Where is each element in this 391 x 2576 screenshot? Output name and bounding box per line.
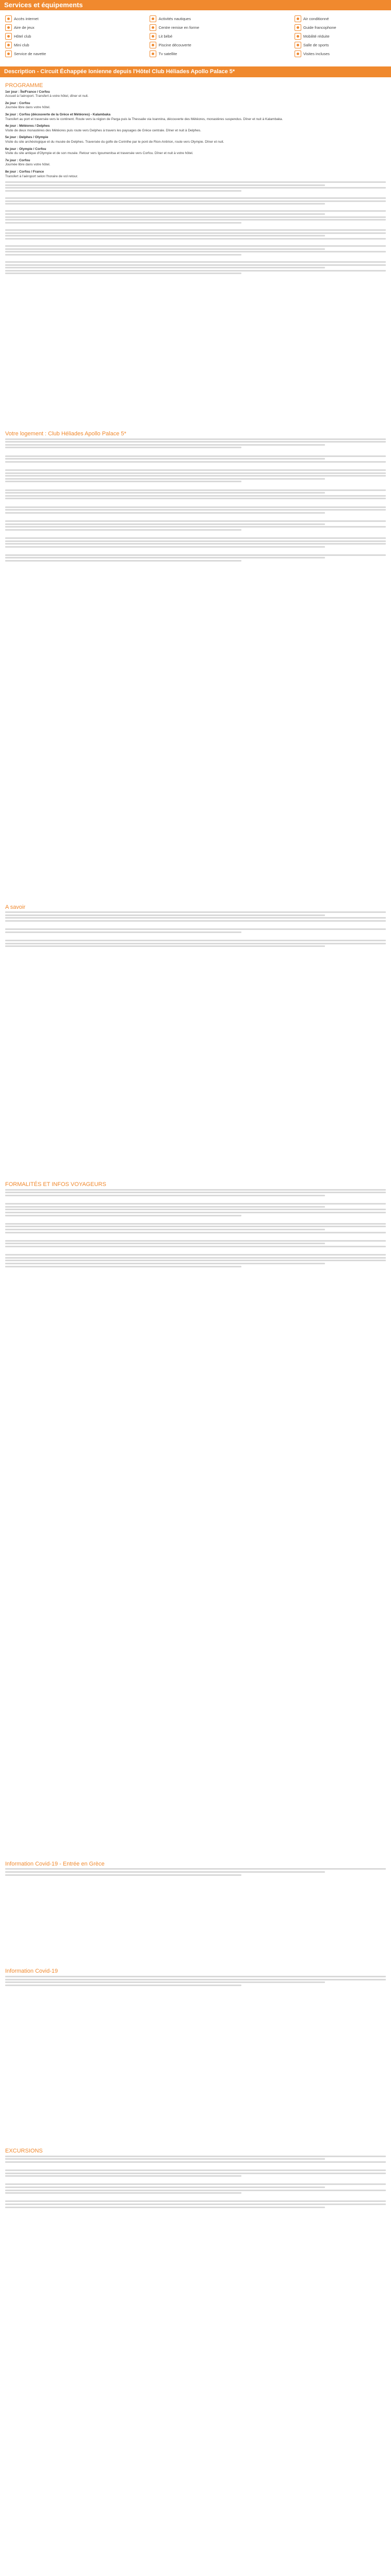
excursions-title: EXCURSIONS (5, 2148, 43, 2155)
service-nautic: Activités nautiques (150, 15, 241, 22)
bus-icon (5, 50, 12, 57)
service-miniclub: Mini club (5, 42, 96, 48)
services-row (5, 15, 386, 22)
programme-day: 7e jour : Corfou Journée libre dans votre hôtel. (5, 158, 51, 167)
tv-icon (150, 50, 156, 57)
wifi-icon (5, 15, 12, 22)
formalites-text (5, 1189, 386, 1859)
camera-icon (295, 50, 301, 57)
programme-day: 2e jour : Corfou Journée libre dans votre hôtel. (5, 101, 51, 110)
service-crib: Lit bébé (150, 33, 241, 40)
dumbbell-icon (295, 42, 301, 48)
programme-day: 3e jour : Corfou (découverte de la Grèce et Météores) - Kalambaka Transfert au port et traversée vers le continent. Route vers la région de Parga puis la Thessalie via Ioannina, découverte des Météores, monastères suspendus. Dîner et nuit à Kalambaka. (5, 112, 283, 121)
guide-icon (295, 24, 301, 31)
services-row (5, 24, 386, 31)
services-title: Services et équipements (0, 0, 391, 10)
hotel-icon (5, 33, 12, 40)
programme-day: 5e jour : Delphes / Olympie Visite du site archéologique et du musée de Delphes. Traversée du golfe de Corinthe par le pont de Rion-Antirion, route vers Olympie. Dîner et nuit. (5, 135, 224, 144)
service-pool: Piscine découverte (150, 42, 241, 48)
covid-entry-text (5, 1868, 386, 1966)
hotel-text (5, 438, 386, 902)
service-fitness: Centre remise en forme (150, 24, 241, 31)
fitness-icon (150, 24, 156, 31)
programme-day: 8e jour : Corfou / France Transfert à l'aéroport selon l'horaire de vol retour. (5, 170, 78, 178)
service-playground: Aire de jeux (5, 24, 96, 31)
pool-icon (150, 42, 156, 48)
programme-day: 1er jour : Île/France / Corfou Accueil à l'aéroport. Transfert à votre hôtel, dîner et nuit. (5, 90, 89, 98)
covid-entry-title: Information Covid-19 - Entrée en Grèce (5, 1860, 105, 1867)
programme-day: 4e jour : Météores / Delphes Visite de deux monastères des Météores puis route vers Delphes à travers les paysages de Grèce centrale. Dîner et nuit à Delphes. (5, 124, 201, 132)
description-content (0, 77, 391, 2576)
service-mobility: Mobilité réduite (295, 33, 386, 40)
excursions-text (5, 2156, 386, 2576)
service-internet: Accès internet (5, 15, 96, 22)
programme-day: 6e jour : Olympie / Corfou Visite du site antique d'Olympie et de son musée. Retour vers Igoumenitsa et traversée vers Corfou. Dîner et nuit à votre hôtel. (5, 147, 193, 156)
service-ac: Air conditionné (295, 15, 386, 22)
services-row (5, 33, 386, 40)
description-title: Description - Circuit Échappée Ionienne depuis l'Hôtel Club Héliades Apollo Palace 5* (0, 66, 391, 77)
crib-icon (150, 33, 156, 40)
service-hotel: Hôtel club (5, 33, 96, 40)
service-visits: Visites incluses (295, 50, 386, 57)
service-shuttle: Service de navette (5, 50, 96, 57)
covid-title: Information Covid-19 (5, 1968, 58, 1975)
services-grid (0, 10, 391, 64)
aavoir-text (5, 911, 386, 1179)
programme-title: PROGRAMME (5, 82, 43, 89)
service-guide: Guide francophone (295, 24, 386, 31)
boat-icon (150, 15, 156, 22)
wheelchair-icon (295, 33, 301, 40)
kids-icon (5, 42, 12, 48)
formalites-title: FORMALITÉS ET INFOS VOYAGEURS (5, 1181, 106, 1188)
hotel-title: Votre logement : Club Héliades Apollo Palace 5* (5, 431, 126, 437)
services-row (5, 50, 386, 57)
services-row (5, 42, 386, 48)
service-gym: Salle de sports (295, 42, 386, 48)
playground-icon (5, 24, 12, 31)
aavoir-title: A savoir (5, 904, 26, 910)
programme-extra-text (5, 181, 386, 429)
snowflake-icon (295, 15, 301, 22)
service-tv: Tv satellite (150, 50, 241, 57)
covid-text (5, 1976, 386, 2146)
